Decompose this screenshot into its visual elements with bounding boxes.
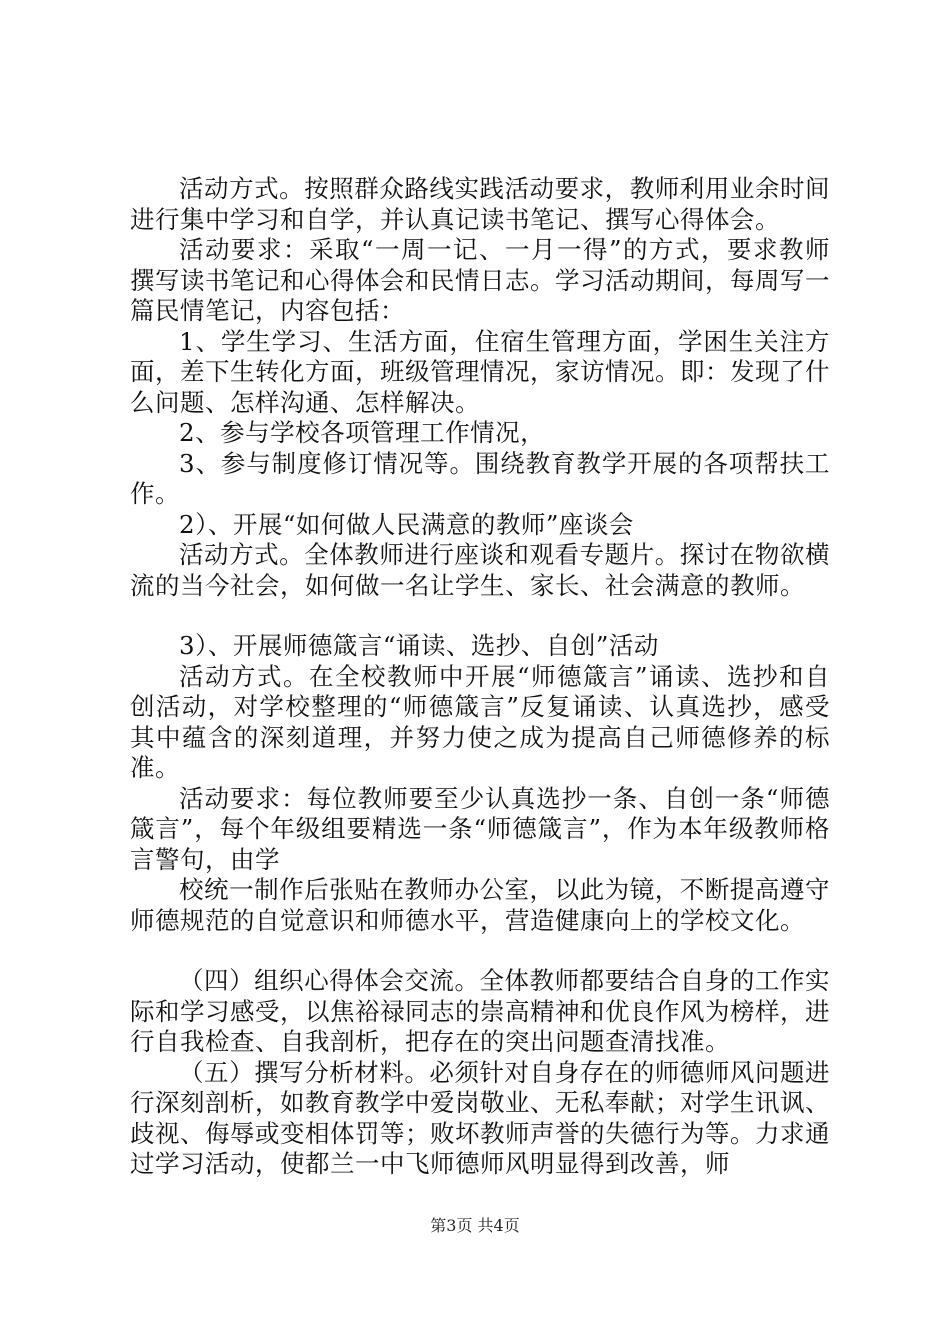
paragraph: 3、参与制度修订情况等。围绕教育教学开展的各项帮扶工作。: [130, 448, 830, 508]
document-body: [130, 174, 830, 1180]
paragraph: 活动方式。按照群众路线实践活动要求，教师利用业余时间进行集中学习和自学，并认真记读书笔记、撰写心得体会。: [130, 174, 830, 234]
paragraph: 1、学生学习、生活方面，住宿生管理方面，学困生关注方面，差下生转化方面，班级管理情况，家访情况。即：发现了什么问题、怎样沟通、怎样解决。: [130, 326, 830, 417]
paragraph-gap: [130, 601, 830, 631]
paragraph: 活动方式。全体教师进行座谈和观看专题片。探讨在物欲横流的当今社会，如何做一名让学生、家长、社会满意的教师。: [130, 540, 830, 600]
paragraph: 活动方式。在全校教师中开展“师德箴言”诵读、选抄和自创活动，对学校整理的“师德箴言”反复诵读、认真选抄，感受其中蕴含的深刻道理，并努力使之成为提高自己师德修养的标准。: [130, 661, 830, 782]
paragraph: 活动要求：采取“一周一记、一月一得”的方式，要求教师撰写读书笔记和心得体会和民情日志。学习活动期间，每周写一篇民情笔记，内容包括：: [130, 235, 830, 325]
paragraph: （五）撰写分析材料。必须针对自身存在的师德师风问题进行深刻剖析，如教育教学中爱岗敬业、无私奉献；对学生讯讽、歧视、侮辱或变相体罚等；败坏教师声誉的失德行为等。力求通过学习活动，使都兰一中飞师德师风明显得到改善，师: [130, 1057, 830, 1178]
paragraph: （四）组织心得体会交流。全体教师都要结合自身的工作实际和学习感受，以焦裕禄同志的崇高精神和优良作风为榜样，进行自我检查、自我剖析，把存在的突出问题查清找准。: [130, 966, 830, 1056]
section-heading: 3）、开展师德箴言“诵读、选抄、自创”活动: [179, 631, 659, 660]
paragraph: 校统一制作后张贴在教师办公室，以此为镜，不断提高遵守师德规范的自觉意识和师德水平，营造健康向上的学校文化。: [130, 875, 830, 935]
paragraph-gap: [130, 936, 830, 966]
section-heading: 2）、开展“如何做人民满意的教师”座谈会: [179, 509, 634, 539]
paragraph: 活动要求：每位教师要至少认真选抄一条、自创一条“师德箴言”，每个年级组要精选一条“师德箴言”，作为本年级教师格言警句，由学: [130, 783, 830, 874]
page-footer: 第3页 共4页: [430, 1216, 520, 1235]
paragraph: 2、参与学校各项管理工作情况，: [179, 418, 546, 447]
